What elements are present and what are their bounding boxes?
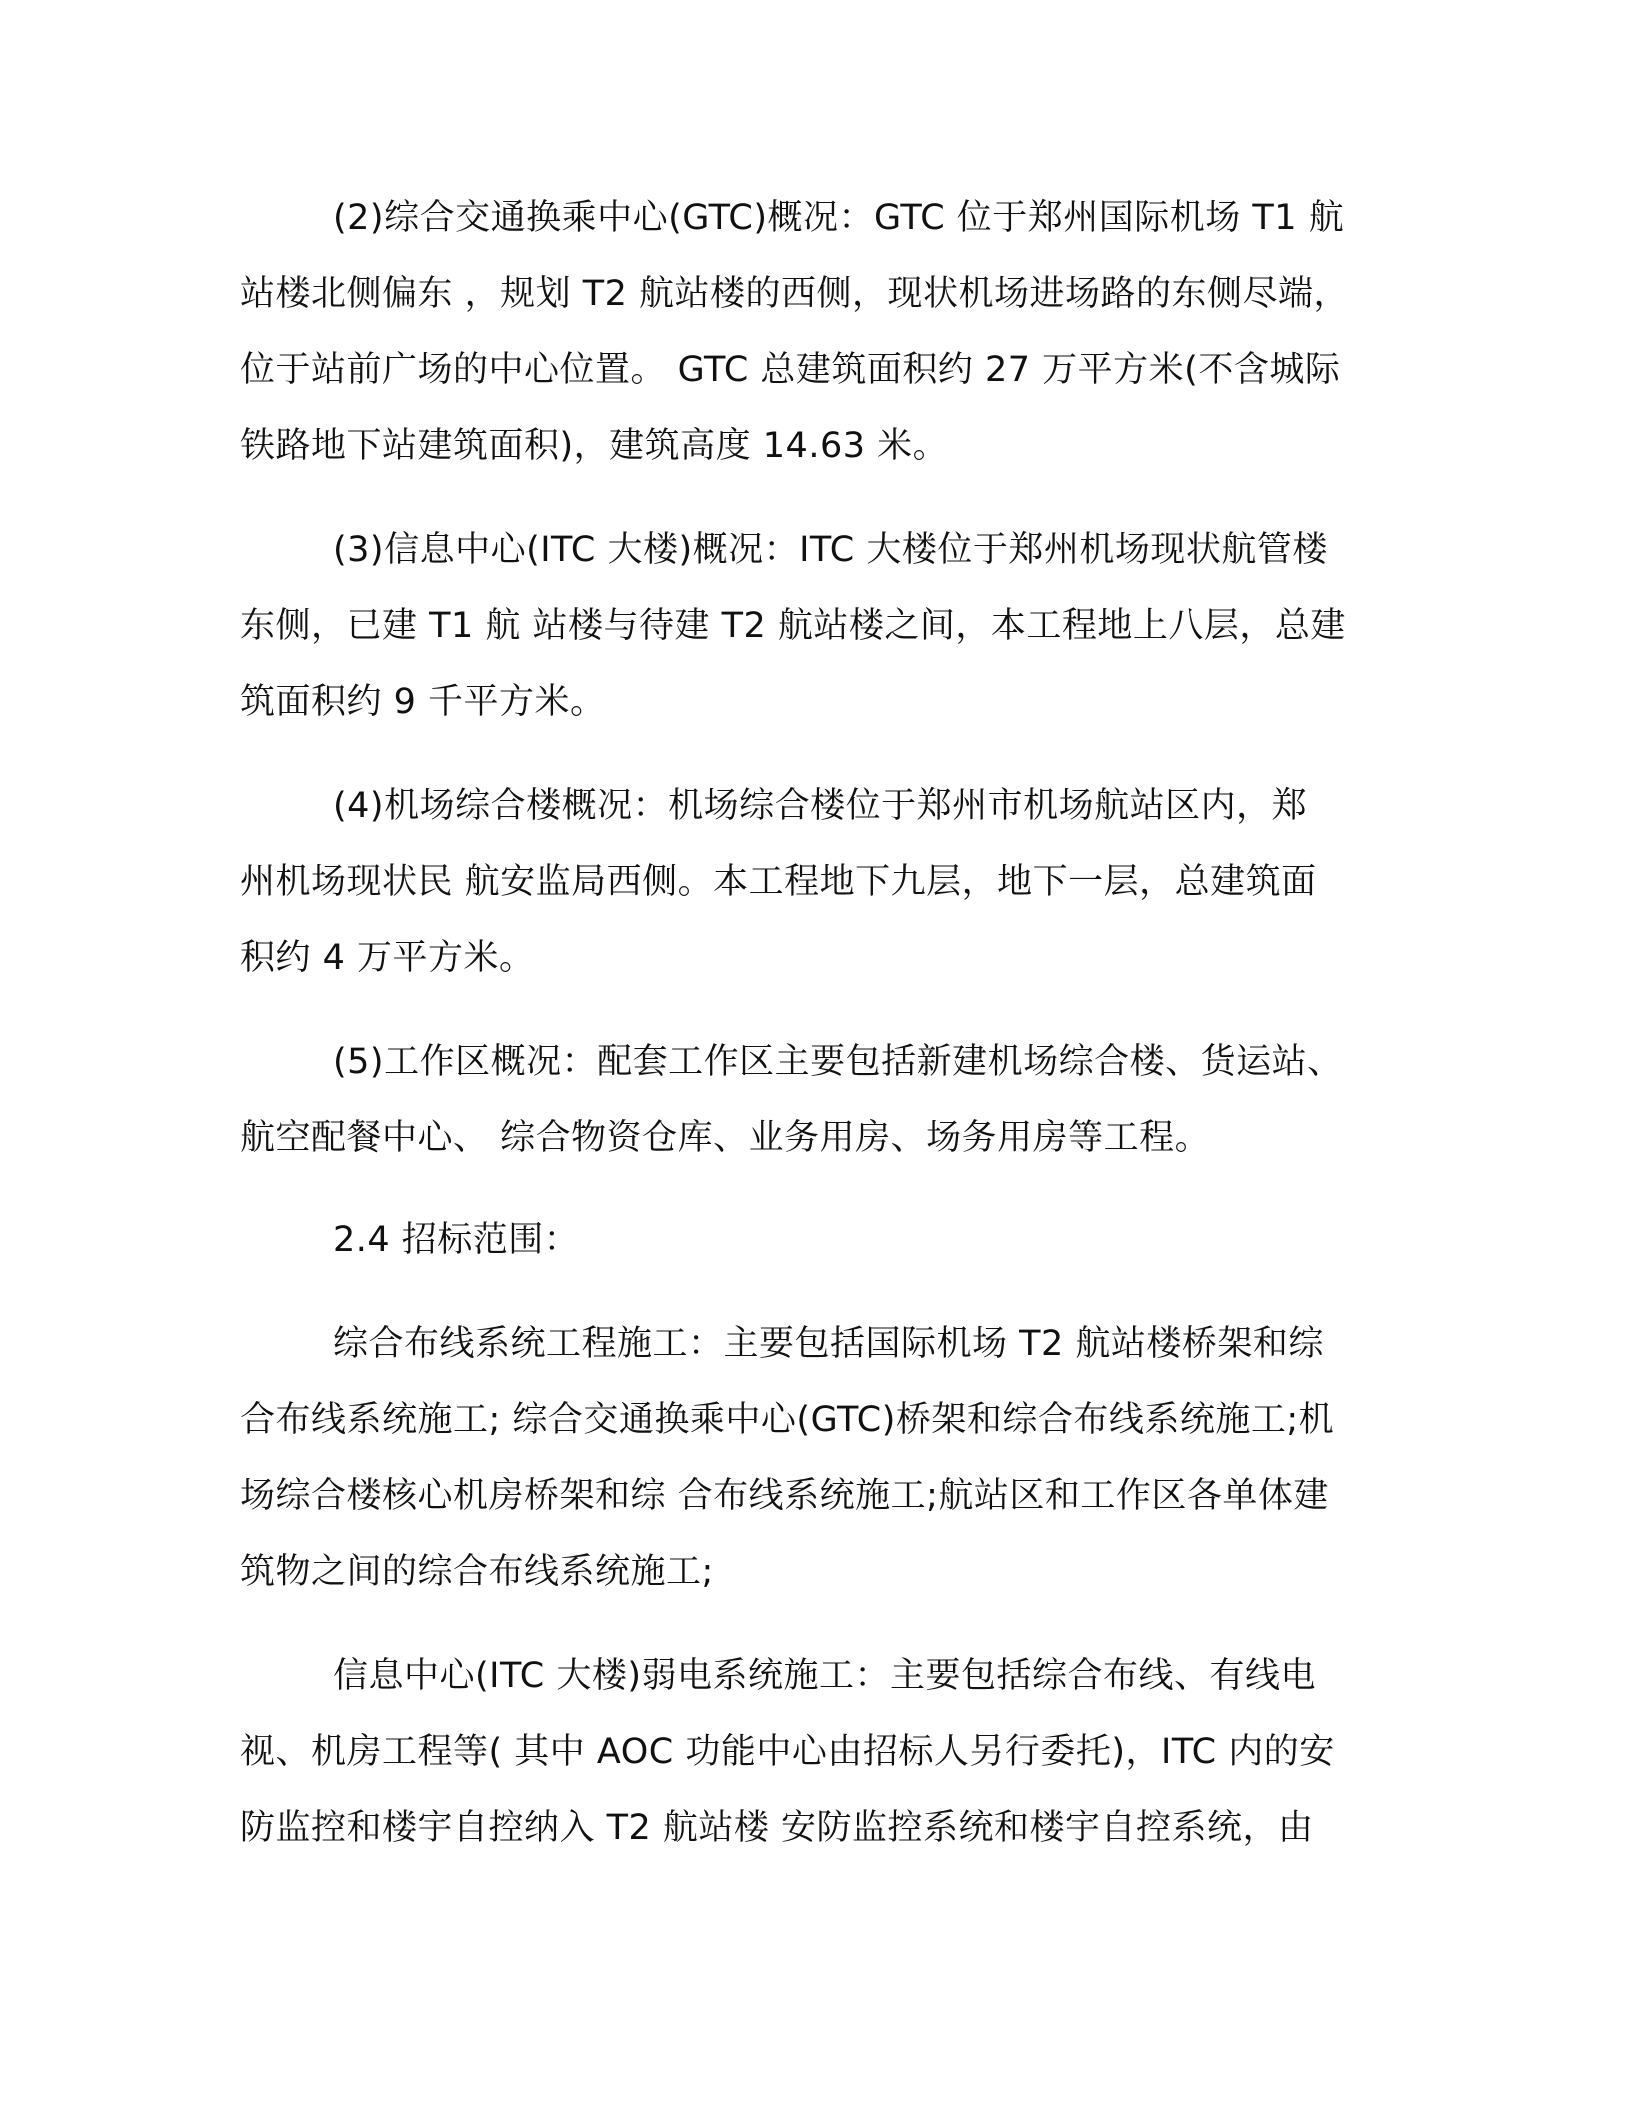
text-line: 筑物之间的综合布线系统施工;: [240, 1552, 714, 1592]
text-line: 东侧，已建 T1 航 站楼与待建 T2 航站楼之间，本工程地上八层，总建: [240, 606, 1346, 646]
text-line: 州机场现状民 航安监局西侧。本工程地下九层，地下一层，总建筑面: [240, 862, 1317, 902]
text-line: 铁路地下站建筑面积)，建筑高度 14.63 米。: [240, 426, 949, 466]
text-line: 合布线系统施工; 综合交通换乘中心(GTC)桥架和综合布线系统施工;机: [240, 1400, 1335, 1440]
text-line: (3)信息中心(ITC 大楼)概况：ITC 大楼位于郑州机场现状航管楼: [333, 530, 1328, 570]
section-heading: 2.4 招标范围：: [333, 1220, 580, 1260]
text-line: 位于站前广场的中心位置。 GTC 总建筑面积约 27 万平方米(不含城际: [240, 350, 1341, 390]
text-line: 信息中心(ITC 大楼)弱电系统施工：主要包括综合布线、有线电: [333, 1656, 1317, 1696]
text-line: 视、机房工程等( 其中 AOC 功能中心由招标人另行委托)，ITC 内的安: [240, 1732, 1335, 1772]
text-line: (4)机场综合楼概况：机场综合楼位于郑州市机场航站区内，郑: [333, 786, 1308, 826]
text-line: 场综合楼核心机房桥架和综 合布线系统施工;航站区和工作区各单体建: [240, 1476, 1329, 1516]
text-line: 航空配餐中心、 综合物资仓库、业务用房、场务用房等工程。: [240, 1118, 1211, 1158]
text-line: (5)工作区概况：配套工作区主要包括新建机场综合楼、货运站、: [333, 1042, 1343, 1082]
text-line: 积约 4 万平方米。: [240, 938, 535, 978]
text-line: 筑面积约 9 千平方米。: [240, 682, 606, 722]
text-line: (2)综合交通换乘中心(GTC)概况：GTC 位于郑州国际机场 T1 航: [333, 198, 1345, 238]
text-line: 综合布线系统工程施工：主要包括国际机场 T2 航站楼桥架和综: [333, 1324, 1324, 1364]
text-line: 防监控和楼宇自控纳入 T2 航站楼 安防监控系统和楼宇自控系统，由: [240, 1808, 1314, 1848]
text-line: 站楼北侧偏东 ，规划 T2 航站楼的西侧，现状机场进场路的东侧尽端，: [240, 274, 1350, 314]
